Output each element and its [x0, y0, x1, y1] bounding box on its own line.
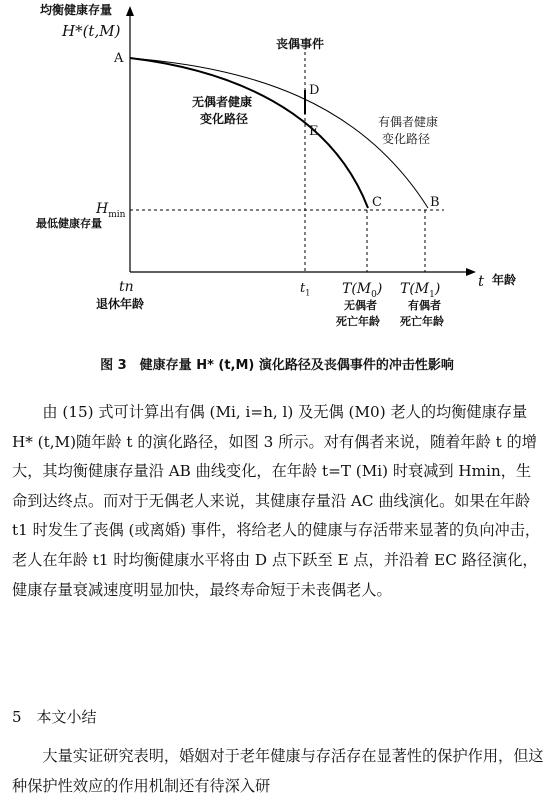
figure-plot — [0, 0, 554, 340]
hmin-label: 最低健康存量 — [36, 217, 102, 230]
y-axis-title: 均衡健康存量 — [40, 3, 113, 17]
body-paragraph-2-container — [12, 742, 544, 801]
tM1-label-2: 死亡年龄 — [400, 315, 444, 328]
widowed-curve-label-2: 变化路径 — [200, 112, 249, 126]
hmin-symbol-H: H — [96, 201, 109, 217]
married-curve-label-2: 变化路径 — [382, 132, 431, 146]
hmin-subscript: min — [108, 209, 126, 220]
section-heading: 5 本文小结 — [12, 708, 97, 726]
point-B: B — [430, 195, 440, 210]
tM0-symbol-close: ) — [376, 281, 383, 297]
tM1-label-1: 有偶者 — [408, 299, 441, 312]
tn-symbol: tn — [119, 279, 134, 295]
t1-subscript: 1 — [305, 288, 311, 298]
widowed-curve-label-1: 无偶者健康 — [192, 95, 253, 109]
widowed-curve-AC — [130, 58, 368, 208]
y-axis-symbol: H*(t,M) — [62, 22, 121, 40]
figure-3 — [0, 0, 554, 340]
event-label: 丧偶事件 — [276, 37, 325, 51]
tM1-symbol-close: ) — [434, 281, 441, 297]
point-C: C — [372, 195, 382, 210]
t1-symbol — [300, 282, 310, 298]
tM0-label-2: 死亡年龄 — [336, 315, 380, 328]
x-axis-symbol: t — [478, 272, 485, 290]
tM0-symbol — [342, 282, 382, 300]
x-axis-title: 年龄 — [492, 273, 517, 287]
point-E: E — [309, 124, 319, 139]
point-A: A — [114, 51, 124, 66]
y-axis-arrow — [126, 6, 134, 16]
married-curve-label-1: 有偶者健康 — [378, 115, 439, 129]
body-paragraph-1-container — [12, 398, 544, 605]
point-D: D — [309, 83, 320, 98]
t1-symbol-t: t — [300, 281, 306, 296]
body-paragraph-1: 由 (15) 式可计算出有偶 (Mi, i=h, l) 及无偶 (M0) 老人的均衡健康存量 H* (t,M)随年龄 t 的演化路径，如图 3 所示。对有偶者来说，随着年龄 t 的增大，其均衡健康存量沿 AB 曲线变化，在年龄 t=T (Mi) 时衰减到 Hmin，生命到达终点。而对于无偶老人来说，其健康存量沿 AC 曲线演化。如果在年龄 t1 时发生了丧偶 (或离婚) 事件，将给老人的健康与存活带来显著的负向冲击，老人在年龄 t1 时均衡健康水平将由 D 点下跃至 E 点，并沿着 EC 路径演化，健康存量衰减速度明显加快，最终寿命短于未丧偶老人。 — [12, 403, 541, 599]
x-axis-arrow — [466, 268, 476, 276]
tM0-symbol-text: T(M — [342, 281, 372, 297]
body-paragraph-2: 大量实证研究表明，婚姻对于老年健康与存活存在显著性的保护作用，但这种保护性效应的作用机制还有待深入研 — [12, 747, 544, 795]
tM1-symbol-text: T(M — [400, 281, 430, 297]
tM1-subscript: 1 — [429, 289, 435, 300]
tM0-subscript: 0 — [371, 289, 377, 300]
figure-caption: 图 3 健康存量 H* (t,M) 演化路径及丧偶事件的冲击性影响 — [100, 358, 454, 373]
tM1-symbol — [400, 282, 440, 300]
tM0-label-1: 无偶者 — [344, 299, 377, 312]
tn-label: 退休年龄 — [96, 297, 145, 311]
